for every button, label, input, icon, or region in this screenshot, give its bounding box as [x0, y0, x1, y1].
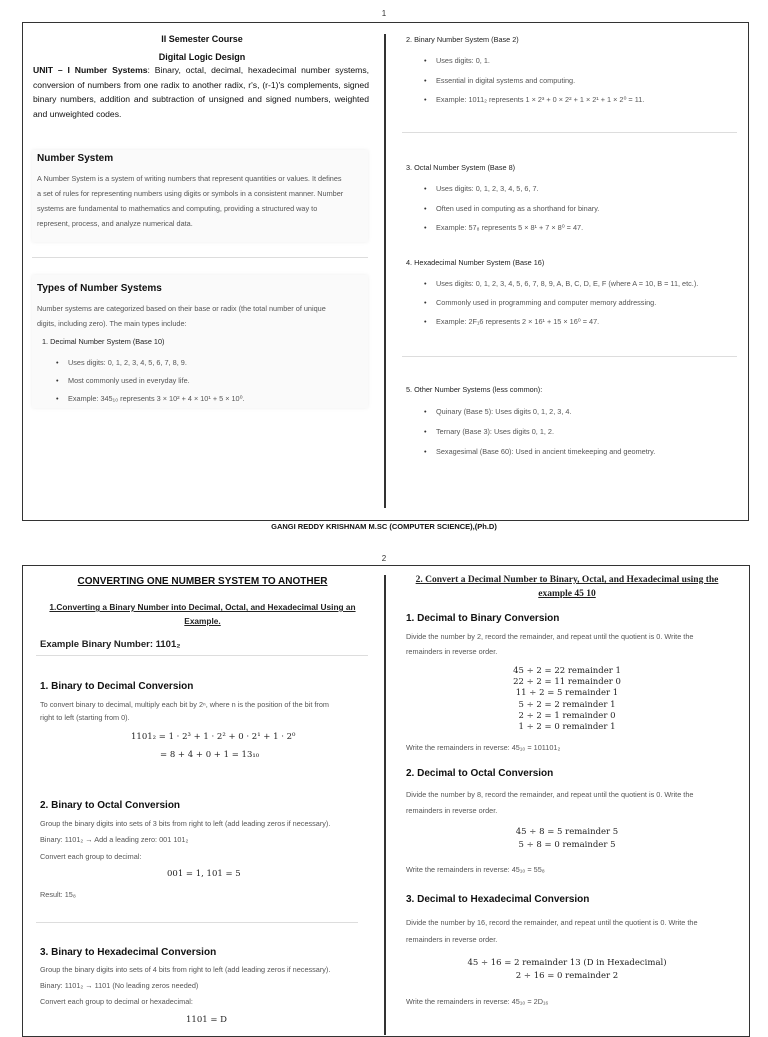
hex-title: 4. Hexadecimal Number System (Base 16) — [406, 258, 545, 267]
math-line: 11 ÷ 2 = 5 remainder 1 — [515, 688, 619, 698]
list-item: • Example: 2F₁6 represents 2 × 16¹ + 15 × 16⁰ = 47. — [436, 318, 599, 325]
example-binary: Example Binary Number: 1101₂ — [40, 639, 181, 650]
binary-title: 2. Binary Number System (Base 2) — [406, 35, 519, 44]
list-item: • Most commonly used in everyday life. — [68, 377, 190, 384]
types-line: Number systems are categorized based on their base or radix (the total number of unique — [37, 304, 326, 313]
unit-label: UNIT – I Number Systems — [33, 65, 148, 75]
text-line: Divide the number by 2, record the remainder, and repeat until the quotient is 0. Write the — [406, 632, 694, 641]
math-line: 1101 = D — [186, 1015, 227, 1025]
text-line: Group the binary digits into sets of 3 bits from right to left (add leading zeros if necessary). — [40, 819, 331, 828]
types-line: digits, including zero). The main types include: — [37, 319, 187, 328]
course-title: II Semester Course — [161, 34, 243, 44]
math-line: 45 ÷ 2 = 22 remainder 1 — [513, 666, 621, 676]
divider — [36, 655, 368, 656]
ns-line: A Number System is a system of writing numbers that represent quantities or values. It defines — [37, 174, 342, 183]
conversion-title: CONVERTING ONE NUMBER SYSTEM TO ANOTHER — [77, 576, 328, 587]
list-item: • Essential in digital systems and computing. — [436, 77, 575, 84]
column-divider — [384, 34, 386, 508]
text-line: remainders in reverse order. — [406, 935, 498, 944]
list-item: • Example: 57₈ represents 5 × 8¹ + 7 × 8⁰ = 47. — [436, 224, 583, 231]
right-title: example 45 10 — [538, 589, 596, 599]
subtitle: 1.Converting a Binary Number into Decimal, Octal, and Hexadecimal Using an — [49, 602, 356, 612]
text-line: remainders in reverse order. — [406, 806, 498, 815]
list-item: • Quinary (Base 5): Uses digits 0, 1, 2, 3, 4. — [436, 408, 571, 415]
subject-title: Digital Logic Design — [158, 52, 246, 62]
ns-line: a set of rules for representing numbers using digits or symbols in a consistent manner. Number — [37, 189, 344, 198]
text-line: Divide the number by 16, record the remainder, and repeat until the quotient is 0. Write the — [406, 918, 698, 927]
list-item: • Sexagesimal (Base 60): Used in ancient timekeeping and geometry. — [436, 448, 655, 455]
b2o-heading: 2. Binary to Octal Conversion — [40, 800, 181, 811]
subtitle: Example. — [184, 616, 221, 626]
list-item: • Example: 1011₂ represents 1 × 2³ + 0 × 2² + 1 × 2¹ + 1 × 2⁰ = 11. — [436, 96, 644, 103]
math-line: 1 ÷ 2 = 0 remainder 1 — [518, 722, 616, 732]
text-line: Convert each group to decimal or hexadecimal: — [40, 997, 193, 1006]
math-line: 2 ÷ 16 = 0 remainder 2 — [515, 971, 619, 981]
types-heading: Types of Number Systems — [37, 283, 162, 294]
list-item: • Uses digits: 0, 1, 2, 3, 4, 5, 6, 7. — [436, 185, 539, 192]
list-item: • Uses digits: 0, 1, 2, 3, 4, 5, 6, 7, 8, 9, A, B, C, D, E, F (where A = 10, B = 11, etc.). — [436, 280, 698, 287]
math-line: 45 ÷ 8 = 5 remainder 5 — [515, 827, 619, 837]
math-line: 2 ÷ 2 = 1 remainder 0 — [518, 711, 616, 721]
page-number: 1 — [381, 9, 387, 18]
ns-line: systems are fundamental to mathematics and computing, providing a structured way to — [37, 204, 318, 213]
text-line: remainders in reverse order. — [406, 647, 498, 656]
text-line: To convert binary to decimal, multiply each bit by 2ⁿ, where n is the position of the bit from — [40, 700, 329, 709]
page-footer: GANGI REDDY KRISHNAM M.SC (COMPUTER SCIENCE),(Ph.D) — [271, 522, 497, 531]
divider — [32, 257, 368, 258]
right-title: 2. Convert a Decimal Number to Binary, Octal, and Hexadecimal using the — [415, 575, 719, 585]
divider — [402, 356, 737, 357]
list-item: • Example: 345₁₀ represents 3 × 10² + 4 × 10¹ + 5 × 10⁰. — [68, 395, 245, 402]
divider — [402, 132, 737, 133]
math-line: 5 ÷ 2 = 2 remainder 1 — [518, 700, 616, 710]
octal-title: 3. Octal Number System (Base 8) — [406, 163, 516, 172]
math-line: 001 = 1, 101 = 5 — [167, 869, 241, 879]
text-line: Group the binary digits into sets of 4 bits from right to left (add leading zeros if necessary). — [40, 965, 331, 974]
math-line: 45 ÷ 16 = 2 remainder 13 (D in Hexadecimal) — [467, 958, 667, 968]
list-item: • Uses digits: 0, 1. — [436, 57, 490, 64]
ns-line: represent, process, and analyze numerical data. — [37, 219, 193, 228]
unit-description — [33, 63, 369, 121]
math-line: 22 ÷ 2 = 11 remainder 0 — [513, 677, 621, 687]
b2d-heading: 1. Binary to Decimal Conversion — [40, 681, 194, 692]
result: Write the remainders in reverse: 45₁₀ = 101101₂ — [406, 743, 561, 752]
list-item: • Uses digits: 0, 1, 2, 3, 4, 5, 6, 7, 8, 9. — [68, 359, 187, 366]
text-line: right to left (starting from 0). — [40, 713, 130, 722]
text-line: Binary: 1101₂ → 1101 (No leading zeros needed) — [40, 981, 199, 990]
list-item: • Often used in computing as a shorthand for binary. — [436, 205, 599, 212]
list-item: • Ternary (Base 3): Uses digits 0, 1, 2. — [436, 428, 554, 435]
text-line: Convert each group to decimal: — [40, 852, 142, 861]
result: Write the remainders in reverse: 45₁₀ = 55₈ — [406, 865, 545, 874]
text-line: Divide the number by 8, record the remainder, and repeat until the quotient is 0. Write the — [406, 790, 694, 799]
result: Write the remainders in reverse: 45₁₀ = 2D₁₆ — [406, 997, 549, 1006]
number-system-heading: Number System — [37, 153, 114, 164]
d2o-heading: 2. Decimal to Octal Conversion — [406, 768, 554, 779]
d2b-heading: 1. Decimal to Binary Conversion — [406, 613, 560, 624]
math-line: = 8 + 4 + 0 + 1 = 13₁₀ — [160, 750, 260, 760]
result: Result: 15₈ — [40, 890, 76, 899]
unit-text: : Binary, octal, decimal, hexadecimal number systems, conversion of numbers from one radix to another radix, r's, (r-1)'s complements, signed binary numbers, addition and subtraction of unsigned and signed numbers, weighted and unweighted codes. — [33, 65, 369, 119]
math-line: 5 ÷ 8 = 0 remainder 5 — [518, 840, 616, 850]
other-title: 5. Other Number Systems (less common): — [406, 385, 543, 394]
decimal-title: 1. Decimal Number System (Base 10) — [42, 337, 165, 346]
b2h-heading: 3. Binary to Hexadecimal Conversion — [40, 947, 217, 958]
math-line: 1101₂ = 1 · 2³ + 1 · 2² + 0 · 2¹ + 1 · 2⁰ — [131, 732, 296, 742]
text-line: Binary: 1101₂ → Add a leading zero: 001 101₂ — [40, 835, 189, 844]
d2h-heading: 3. Decimal to Hexadecimal Conversion — [406, 894, 590, 905]
page-number: 2 — [381, 554, 387, 563]
list-item: • Commonly used in programming and computer memory addressing. — [436, 299, 656, 306]
column-divider — [384, 575, 386, 1035]
divider — [36, 922, 358, 923]
